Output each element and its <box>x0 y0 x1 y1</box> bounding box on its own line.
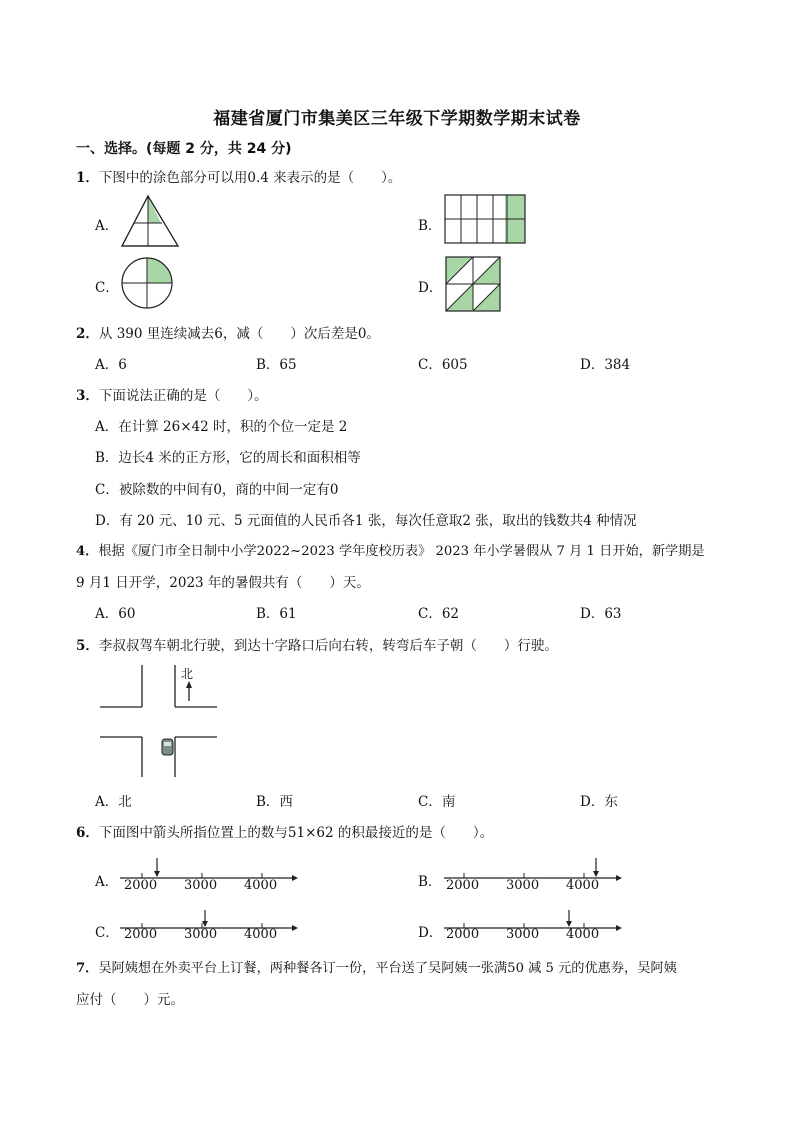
q6-b-tick-4000: 4000 <box>566 878 600 893</box>
q6-a-tick-2000: 2000 <box>124 878 158 893</box>
q1-option-b-label: B． <box>418 218 442 234</box>
question-4-text-line2: 9 月1 日开学，2023 年的暑假共有（ ）天。 <box>76 575 370 591</box>
question-7-text-line2: 应付（ ）元。 <box>76 992 184 1008</box>
section-heading-choice: 一、选择。(每题 2 分，共 24 分) <box>76 141 292 157</box>
q1-figure-d-square <box>446 257 502 313</box>
q6-b-tick-2000: 2000 <box>446 878 480 893</box>
q4-option-c: C．62 <box>418 606 460 622</box>
q6-b-tick-3000: 3000 <box>506 878 540 893</box>
q6-c-tick-3000: 3000 <box>184 927 218 942</box>
q5-option-a: A．北 <box>95 794 132 810</box>
question-7 <box>76 957 677 976</box>
question-6-text: 下面图中箭头所指位置上的数与51×62 的积最接近的是（ ）。 <box>98 825 494 841</box>
q2-option-b: B．65 <box>256 357 297 373</box>
question-2-text: 从 390 里连续减去6，减（ ）次后差是0。 <box>98 326 380 342</box>
q5-north-label: 北 <box>181 667 194 681</box>
question-5-number: 5． <box>76 638 99 654</box>
q1-option-d-label: D． <box>418 280 443 296</box>
q3-option-a: A．在计算 26×42 时，积的个位一定是 2 <box>95 419 348 435</box>
q5-option-c: C．南 <box>418 794 456 810</box>
question-1-text: 下图中的涂色部分可以用0.4 来表示的是（ ）。 <box>98 170 402 186</box>
q6-option-d-label: D． <box>418 925 443 941</box>
q2-option-c: C．605 <box>418 357 468 373</box>
q6-option-c-label: C． <box>95 925 119 941</box>
q6-c-tick-4000: 4000 <box>244 927 278 942</box>
q2-option-a: A．6 <box>95 357 127 373</box>
question-7-text-line1: 吴阿姨想在外卖平台上订餐，两种餐各订一份，平台送了吴阿姨一张满50 减 5 元的优惠券，吴阿姨 <box>98 961 677 976</box>
q2-option-d: D．384 <box>580 357 631 373</box>
q6-d-tick-4000: 4000 <box>566 927 600 942</box>
q6-a-tick-3000: 3000 <box>184 878 218 893</box>
question-4-text-line1: 根据《厦门市全日制中小学2022~2023 学年度校历表》 2023 年小学暑假从 7 月 1 日开始，新学期是 <box>98 544 705 559</box>
q3-option-b: B．边长4 米的正方形，它的周长和面积相等 <box>95 450 361 466</box>
question-3-text: 下面说法正确的是（ ）。 <box>98 388 268 404</box>
q1-option-a-label: A． <box>95 218 119 234</box>
q5-option-d: D．东 <box>580 794 618 810</box>
q3-option-c: C．被除数的中间有0，商的中间一定有0 <box>95 482 339 498</box>
q6-a-tick-4000: 4000 <box>244 878 278 893</box>
car-icon <box>162 739 173 755</box>
q4-option-a: A．60 <box>95 606 136 622</box>
question-5-text: 李叔叔驾车朝北行驶，到达十字路口后向右转，转弯后车子朝（ ）行驶。 <box>98 638 558 654</box>
q3-option-d: D．有 20 元、10 元、5 元面值的人民币各1 张，每次任意取2 张，取出的钱数共4 种情况 <box>95 513 637 529</box>
q6-c-tick-2000: 2000 <box>124 927 158 942</box>
q1-figure-c-circle <box>120 256 176 312</box>
question-7-number: 7． <box>76 961 99 976</box>
q5-crossroads-diagram <box>100 665 220 780</box>
question-2 <box>76 322 380 342</box>
q1-figure-b-grid <box>445 195 525 245</box>
q4-option-b: B．61 <box>256 606 297 622</box>
question-3 <box>76 384 268 404</box>
question-2-number: 2． <box>76 326 99 342</box>
page-title: 福建省厦门市集美区三年级下学期数学期末试卷 <box>213 109 581 129</box>
q6-option-b-label: B． <box>418 874 442 890</box>
q6-option-a-label: A． <box>95 874 119 890</box>
question-4 <box>76 540 705 559</box>
question-1 <box>76 166 401 186</box>
question-6-number: 6． <box>76 825 99 841</box>
question-5 <box>76 634 558 654</box>
q5-option-b: B．西 <box>256 794 293 810</box>
question-4-number: 4． <box>76 544 99 559</box>
q1-figure-a-triangle <box>122 196 182 248</box>
q6-d-tick-2000: 2000 <box>446 927 480 942</box>
question-3-number: 3． <box>76 388 99 404</box>
q6-d-tick-3000: 3000 <box>506 927 540 942</box>
q4-option-d: D．63 <box>580 606 622 622</box>
question-6 <box>76 821 493 841</box>
q1-option-c-label: C． <box>95 280 119 296</box>
question-1-number: 1． <box>76 170 99 186</box>
